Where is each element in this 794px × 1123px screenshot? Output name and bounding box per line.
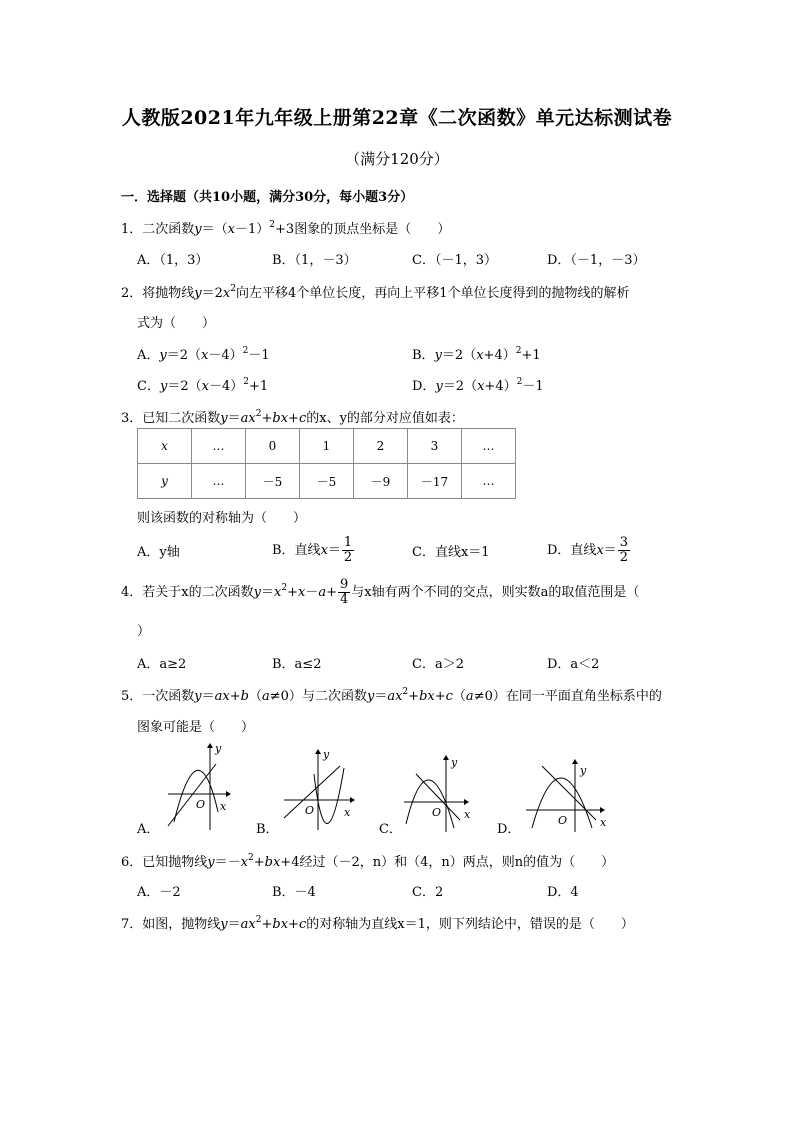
graph-d: [520, 758, 610, 833]
question-4: 4．若关于x的二次函数$y=x^2+x-a+$ $\frac{9}{4}$ 与x轴有两个不同的交点，则实数a的取值范围是（: [121, 577, 640, 607]
score-note: （满分120分）: [345, 150, 449, 168]
question-5: 5．一次函数y＝ax+b（a≠0）与二次函数$y=ax^2+bx+c(a\ne 0)$在同一平面直角坐标系中的: [121, 687, 662, 704]
question-7: 7．如图，抛物线$y=ax^2+bx+c$的对称轴为直线x＝1，则下列结论中，错误的是（ ）: [121, 915, 634, 932]
section-heading: 一．选择题（共10小题，满分30分，每小题3分）: [121, 190, 414, 205]
table-cell: y: [138, 464, 192, 499]
origin-label: O: [558, 814, 568, 827]
table-cell: …: [192, 429, 246, 464]
axis-label-x: x: [220, 800, 227, 813]
q5-option-c[interactable]: C．: [379, 822, 402, 837]
q1-option-c[interactable]: C．（－1，3）: [412, 253, 497, 268]
axis-label-y: y: [580, 764, 587, 777]
question-3-prompt: 则该函数的对称轴为（ ）: [137, 511, 307, 526]
axis-label-y: y: [451, 756, 458, 769]
axis-label-x: x: [344, 806, 351, 819]
table-cell: …: [192, 464, 246, 499]
q6-option-b[interactable]: B．－4: [272, 885, 316, 900]
q3-option-d[interactable]: D．直线x＝ $\frac{3}{2}$: [547, 535, 629, 565]
table-cell: －9: [354, 464, 408, 499]
table-cell: …: [462, 429, 516, 464]
q4-option-b[interactable]: B．a≤2: [272, 657, 322, 672]
question-2: 2．将抛物线$y=2x^2$向左平移4个单位长度，再向上平移1个单位长度得到的抛物线的解析: [121, 284, 630, 301]
axis-label-y: y: [215, 742, 222, 755]
table-row-x: [138, 429, 516, 464]
q4-option-d[interactable]: D．a＜2: [547, 657, 600, 672]
question-3: 3．已知二次函数$y=ax^2+bx+c$的x、y的部分对应值如表：: [121, 409, 464, 426]
table-cell: －5: [300, 464, 354, 499]
q2-option-d[interactable]: D．$y=2(x+4)^2-1$: [412, 377, 544, 394]
question-6: 6．已知抛物线$y=-x^2+bx+4$经过（－2，n）和（4，n）两点，则n的值为（ ）: [121, 853, 615, 870]
q1-option-a[interactable]: A．（1，3）: [137, 253, 209, 268]
graph-a: [160, 742, 240, 832]
origin-label: O: [305, 804, 315, 817]
question-2-line2: 式为（ ）: [137, 316, 216, 331]
question-4-line2: ）: [137, 624, 151, 639]
q4-option-a[interactable]: A．a≥2: [137, 657, 187, 672]
table-row-y: [138, 464, 516, 499]
table-cell: …: [462, 464, 516, 499]
table-cell: 1: [300, 429, 354, 464]
q3-option-c[interactable]: C．直线x＝1: [412, 545, 490, 560]
table-cell: －5: [246, 464, 300, 499]
table-cell: 2: [354, 429, 408, 464]
table-cell: －17: [408, 464, 462, 499]
origin-label: O: [432, 806, 442, 819]
question-5-line2: 图象可能是（ ）: [137, 720, 255, 735]
q4-option-c[interactable]: C．a＞2: [412, 657, 464, 672]
origin-label: O: [196, 798, 206, 811]
table-cell: x: [138, 429, 192, 464]
q2-option-b[interactable]: B．$y=2(x+4)^2+1$: [412, 346, 541, 363]
table-cell: 0: [246, 429, 300, 464]
q2-option-c[interactable]: C．$y=2(x-4)^2+1$: [137, 377, 269, 394]
graph-c: [398, 754, 478, 834]
axis-label-x: x: [464, 808, 471, 821]
q3-option-b[interactable]: B．直线x＝ $\frac{1}{2}$: [272, 535, 353, 565]
q6-option-d[interactable]: D．4: [547, 885, 579, 900]
page-title: 人教版2021年九年级上册第22章《二次函数》单元达标测试卷: [121, 107, 673, 129]
q1-option-b[interactable]: B．（1，－3）: [272, 253, 357, 268]
axis-label-y: y: [323, 748, 330, 761]
axis-label-x: x: [600, 816, 607, 829]
graph-b: [278, 748, 368, 833]
table-cell: 3: [408, 429, 462, 464]
q1-option-d[interactable]: D．（－1，－3）: [547, 253, 646, 268]
q2-option-a[interactable]: A．$y=2(x-4)^2-1$: [137, 346, 270, 363]
q3-option-a[interactable]: A．y轴: [137, 545, 180, 560]
q6-option-c[interactable]: C．2: [412, 885, 444, 900]
q5-option-a[interactable]: A．: [137, 822, 160, 837]
q5-option-b[interactable]: B．: [256, 822, 279, 837]
question-1: 1．二次函数$y=(x-1)^2+3$图象的顶点坐标是（ ）: [121, 220, 451, 237]
q6-option-a[interactable]: A．－2: [137, 885, 181, 900]
q5-option-d[interactable]: D．: [497, 822, 521, 837]
value-table: [137, 428, 516, 499]
